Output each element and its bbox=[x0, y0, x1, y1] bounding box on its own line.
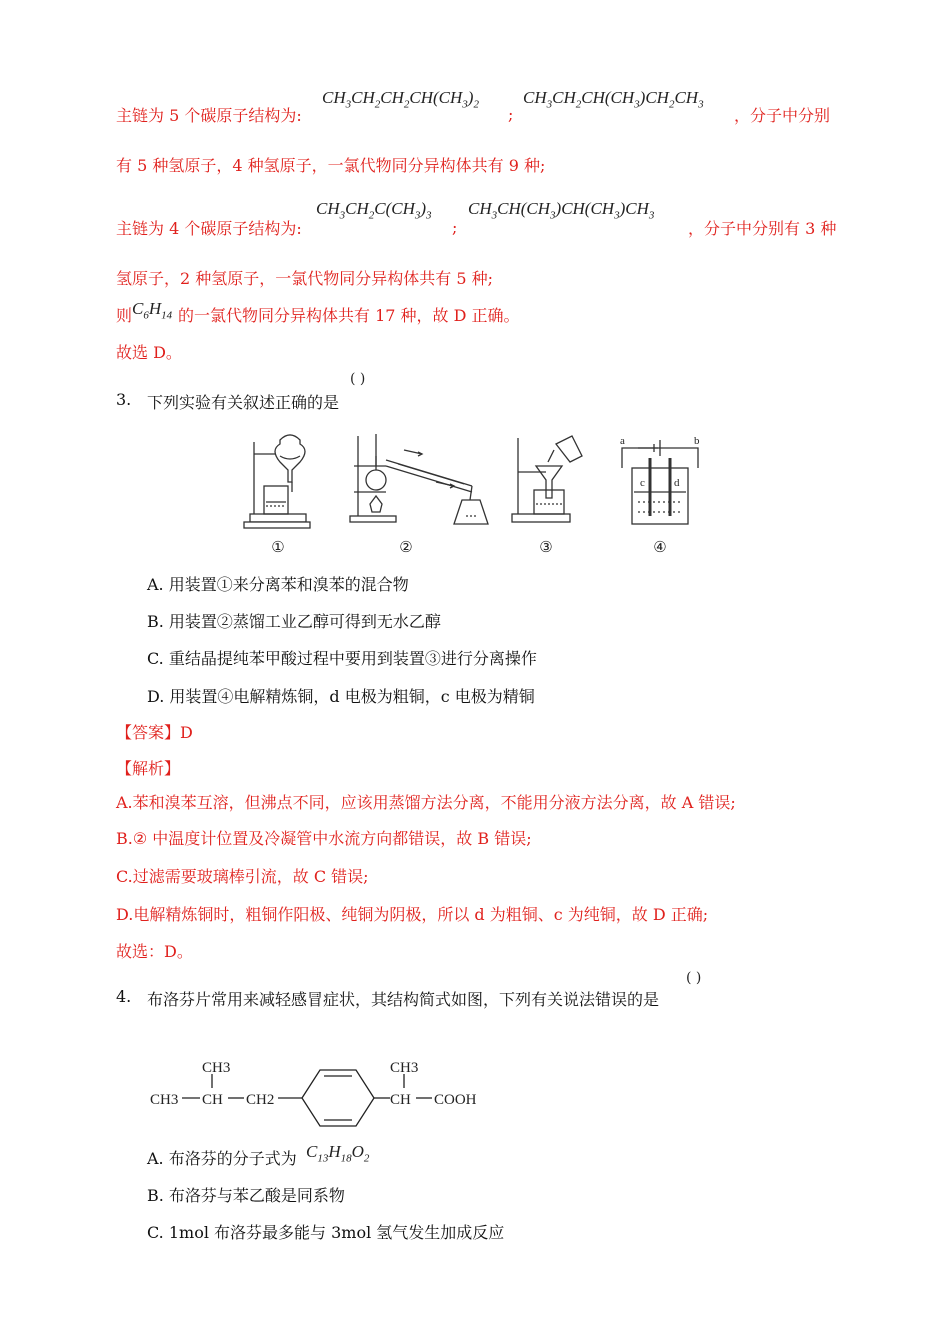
sol2-line4: 氢原子，2 种氢原子，一氯代物同分异构体共有 5 种; bbox=[116, 269, 494, 288]
apparatus-1-separatory-funnel bbox=[244, 435, 310, 528]
q3-answer-blank: ( ) bbox=[350, 371, 366, 387]
separator: ; bbox=[508, 105, 514, 124]
sol2-line5-prefix: 则 bbox=[116, 306, 133, 325]
q4-option-b: B. 布洛芬与苯乙酸是同系物 bbox=[147, 1186, 345, 1205]
sol2-line1-prefix: 主链为 5 个碳原子结构为: bbox=[116, 106, 302, 125]
sol2-line3-suffix: ，分子中分别有 3 种 bbox=[688, 219, 837, 238]
fig-label-3: ③ bbox=[539, 540, 553, 556]
struct-ch3-left: CH3 bbox=[150, 1092, 179, 1108]
sol2-line1-suffix: ，分子中分别 bbox=[734, 106, 831, 125]
q4-stem: 布洛芬片常用来减轻感冒症状，其结构简式如图，下列有关说法错误的是 bbox=[147, 990, 660, 1009]
q3-analysis-c: C.过滤需要玻璃棒引流，故 C 错误; bbox=[116, 867, 369, 886]
struct-cooh: COOH bbox=[434, 1092, 477, 1108]
ibuprofen-structure bbox=[146, 1052, 496, 1132]
q3-analysis-b: B.② 中温度计位置及冷凝管中水流方向都错误，故 B 错误; bbox=[116, 829, 532, 848]
q3-apparatus-figure bbox=[236, 430, 716, 560]
struct-ch-left: CH bbox=[202, 1092, 223, 1108]
q4-option-a-prefix: A. 布洛芬的分子式为 bbox=[147, 1149, 297, 1168]
fig-label-4: ④ bbox=[653, 540, 667, 556]
q3-stem: 下列实验有关叙述正确的是 bbox=[147, 393, 340, 412]
q3-analysis-conclusion: 故选：D。 bbox=[116, 942, 193, 961]
formula-1: $CH_3CH_2CH_2CH(CH_3)_2$ bbox=[322, 88, 479, 111]
formula-4: $CH_3CH(CH_3)CH(CH_3)CH_3$ bbox=[468, 199, 655, 222]
q3-answer: 【答案】D bbox=[116, 723, 193, 742]
struct-ch2: CH2 bbox=[246, 1092, 275, 1108]
fig-label-2: ② bbox=[399, 540, 413, 556]
sol2-line3-prefix: 主链为 4 个碳原子结构为: bbox=[116, 219, 302, 238]
fig-letter-b: b bbox=[694, 435, 700, 447]
q3-analysis-title: 【解析】 bbox=[116, 759, 181, 778]
struct-ch3-top-right: CH3 bbox=[390, 1060, 419, 1076]
q3-option-d: D. 用装置④电解精炼铜，d 电极为粗铜，c 电极为精铜 bbox=[147, 687, 535, 706]
apparatus-2-distillation bbox=[350, 434, 488, 524]
formula-5: $C_6H_{14}$ bbox=[132, 299, 173, 322]
sol2-line2: 有 5 种氢原子，4 种氢原子，一氯代物同分异构体共有 9 种; bbox=[116, 156, 546, 175]
q3-option-b: B. 用装置②蒸馏工业乙醇可得到无水乙醇 bbox=[147, 612, 441, 631]
q3-analysis-a: A.苯和溴苯互溶，但沸点不同，应该用蒸馏方法分离，不能用分液方法分离，故 A 错误; bbox=[116, 793, 736, 812]
q4-number: 4. bbox=[116, 987, 132, 1006]
struct-ch3-top-left: CH3 bbox=[202, 1060, 231, 1076]
apparatus-3-filtration bbox=[512, 436, 582, 522]
q3-analysis-d: D.电解精炼铜时，粗铜作阳极、纯铜为阴极，所以 d 为粗铜、c 为纯铜，故 D 正确; bbox=[116, 905, 709, 924]
struct-ch-right: CH bbox=[390, 1092, 411, 1108]
q3-option-a: A. 用装置①来分离苯和溴苯的混合物 bbox=[147, 575, 409, 594]
fig-label-1: ① bbox=[271, 540, 285, 556]
fig-letter-a: a bbox=[620, 435, 625, 447]
q3-number: 3. bbox=[116, 390, 132, 409]
q3-option-c: C. 重结晶提纯苯甲酸过程中要用到装置③进行分离操作 bbox=[147, 649, 537, 668]
separator-2: ; bbox=[452, 218, 458, 237]
formula-3: $CH_3CH_2C(CH_3)_3$ bbox=[316, 199, 432, 222]
fig-letter-c: c bbox=[640, 477, 645, 489]
q4-answer-blank: ( ) bbox=[686, 970, 702, 986]
apparatus-4-electrolysis bbox=[622, 440, 698, 524]
q4-formula-a: $C_{13}H_{18}O_2$ bbox=[306, 1142, 370, 1165]
sol2-line5-suffix: 的一氯代物同分异构体共有 17 种，故 D 正确。 bbox=[178, 306, 520, 325]
q4-option-c: C. 1mol 布洛芬最多能与 3mol 氢气发生加成反应 bbox=[147, 1223, 505, 1242]
fig-letter-d: d bbox=[674, 477, 680, 489]
sol2-conclusion: 故选 D。 bbox=[116, 343, 182, 362]
formula-2: $CH_3CH_2CH(CH_3)CH_2CH_3$ bbox=[523, 88, 704, 111]
